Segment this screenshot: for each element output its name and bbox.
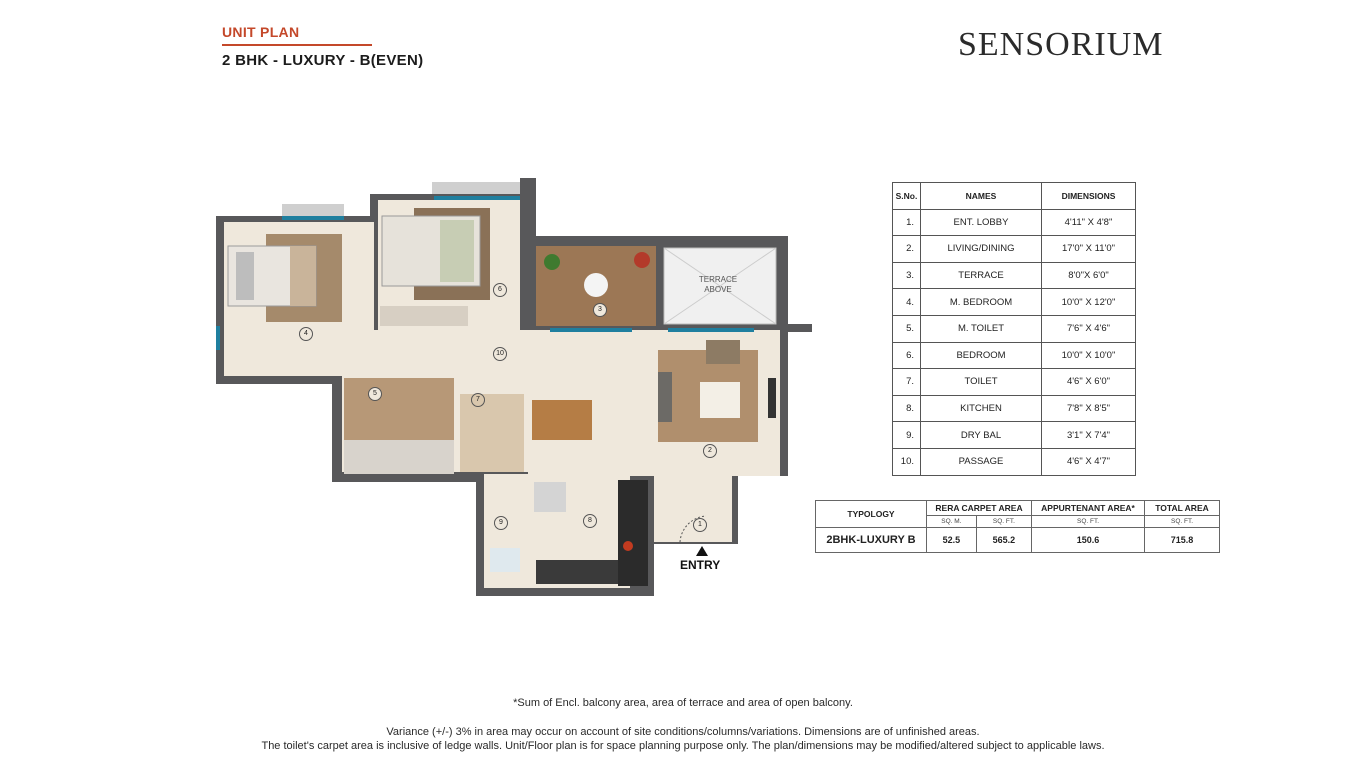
- room-marker-10: 10: [493, 347, 507, 361]
- room-dimension-cell: 4'6" X 4'7": [1042, 448, 1136, 475]
- floor-plan: [200, 170, 820, 610]
- table-row: [816, 528, 1220, 553]
- sno-cell: 6.: [893, 342, 921, 369]
- table-row: [893, 422, 1136, 449]
- appurtenant-value: 150.6: [1032, 528, 1145, 553]
- unit-sqm: SQ. M.: [927, 516, 977, 528]
- column-header: NAMES: [921, 183, 1042, 210]
- room-name-cell: KITCHEN: [921, 395, 1042, 422]
- table-row: [893, 262, 1136, 289]
- footnote: *Sum of Encl. balcony area, area of terrace and area of open balcony.: [513, 697, 853, 709]
- dimensions-header-row: [893, 183, 1136, 210]
- room-name-cell: M. TOILET: [921, 315, 1042, 342]
- room-name-cell: M. BEDROOM: [921, 289, 1042, 316]
- room-marker-9: 9: [494, 516, 508, 530]
- room-dimension-cell: 8'0"X 6'0": [1042, 262, 1136, 289]
- room-dimension-cell: 10'0" X 12'0": [1042, 289, 1136, 316]
- disclaimer-line-2: The toilet's carpet area is inclusive of ledge walls. Unit/Floor plan is for space planning purpose only. The plan/dimensions may be modified/altered subject to applicable laws.: [261, 740, 1105, 752]
- total-area-value: 715.8: [1145, 528, 1220, 553]
- brand-logo: SENSORIUM: [958, 26, 1164, 63]
- room-marker-8: 8: [583, 514, 597, 528]
- unit-sqft: SQ. FT.: [976, 516, 1031, 528]
- room-dimension-cell: 10'0" X 10'0": [1042, 342, 1136, 369]
- sno-cell: 2.: [893, 236, 921, 263]
- sno-cell: 4.: [893, 289, 921, 316]
- room-name-cell: TOILET: [921, 369, 1042, 396]
- table-row: [893, 395, 1136, 422]
- table-row: [893, 369, 1136, 396]
- room-marker-7: 7: [471, 393, 485, 407]
- room-dimension-cell: 4'11" X 4'8": [1042, 209, 1136, 236]
- room-marker-1: 1: [693, 518, 707, 532]
- table-row: [893, 209, 1136, 236]
- room-marker-6: 6: [493, 283, 507, 297]
- appurtenant-header: APPURTENANT AREA*: [1032, 501, 1145, 516]
- table-row: [893, 448, 1136, 475]
- room-dimension-cell: 17'0" X 11'0": [1042, 236, 1136, 263]
- room-dimension-cell: 7'8" X 8'5": [1042, 395, 1136, 422]
- room-name-cell: LIVING/DINING: [921, 236, 1042, 263]
- typology-name: 2BHK-LUXURY B: [816, 528, 927, 553]
- table-row: [893, 315, 1136, 342]
- room-name-cell: PASSAGE: [921, 448, 1042, 475]
- room-dimension-cell: 4'6" X 6'0": [1042, 369, 1136, 396]
- sno-cell: 8.: [893, 395, 921, 422]
- room-name-cell: ENT. LOBBY: [921, 209, 1042, 236]
- total-header: TOTAL AREA: [1145, 501, 1220, 516]
- dimensions-table: [892, 182, 1136, 476]
- sno-cell: 5.: [893, 315, 921, 342]
- unit-title: 2 BHK - LUXURY - B(EVEN): [222, 52, 424, 69]
- sno-cell: 10.: [893, 448, 921, 475]
- unit-sqft: SQ. FT.: [1145, 516, 1220, 528]
- plan-kicker: UNIT PLAN: [222, 24, 300, 40]
- rera-header: RERA CARPET AREA: [927, 501, 1032, 516]
- sno-cell: 3.: [893, 262, 921, 289]
- column-header: DIMENSIONS: [1042, 183, 1136, 210]
- room-marker-3: 3: [593, 303, 607, 317]
- area-table: [815, 500, 1220, 553]
- table-row: [893, 236, 1136, 263]
- room-marker-4: 4: [299, 327, 313, 341]
- room-marker-5: 5: [368, 387, 382, 401]
- unit-sqft: SQ. FT.: [1032, 516, 1145, 528]
- sno-cell: 7.: [893, 369, 921, 396]
- rera-sqft-value: 565.2: [976, 528, 1031, 553]
- table-row: [893, 342, 1136, 369]
- room-name-cell: TERRACE: [921, 262, 1042, 289]
- terrace-label: TERRACE ABOVE: [698, 275, 738, 294]
- entry-label: ENTRY: [680, 558, 721, 572]
- disclaimer-line-1: Variance (+/-) 3% in area may occur on account of site conditions/columns/variations. Dimensions are of unfinished areas.: [386, 726, 980, 738]
- sno-cell: 9.: [893, 422, 921, 449]
- area-header-row: [816, 501, 1220, 516]
- room-name-cell: DRY BAL: [921, 422, 1042, 449]
- room-marker-2: 2: [703, 444, 717, 458]
- table-row: [893, 289, 1136, 316]
- typology-header: TYPOLOGY: [816, 501, 927, 528]
- room-dimension-cell: 3'1" X 7'4": [1042, 422, 1136, 449]
- kicker-underline: [222, 44, 372, 46]
- room-name-cell: BEDROOM: [921, 342, 1042, 369]
- rera-sqm-value: 52.5: [927, 528, 977, 553]
- room-dimension-cell: 7'6" X 4'6": [1042, 315, 1136, 342]
- column-header: S.No.: [893, 183, 921, 210]
- sno-cell: 1.: [893, 209, 921, 236]
